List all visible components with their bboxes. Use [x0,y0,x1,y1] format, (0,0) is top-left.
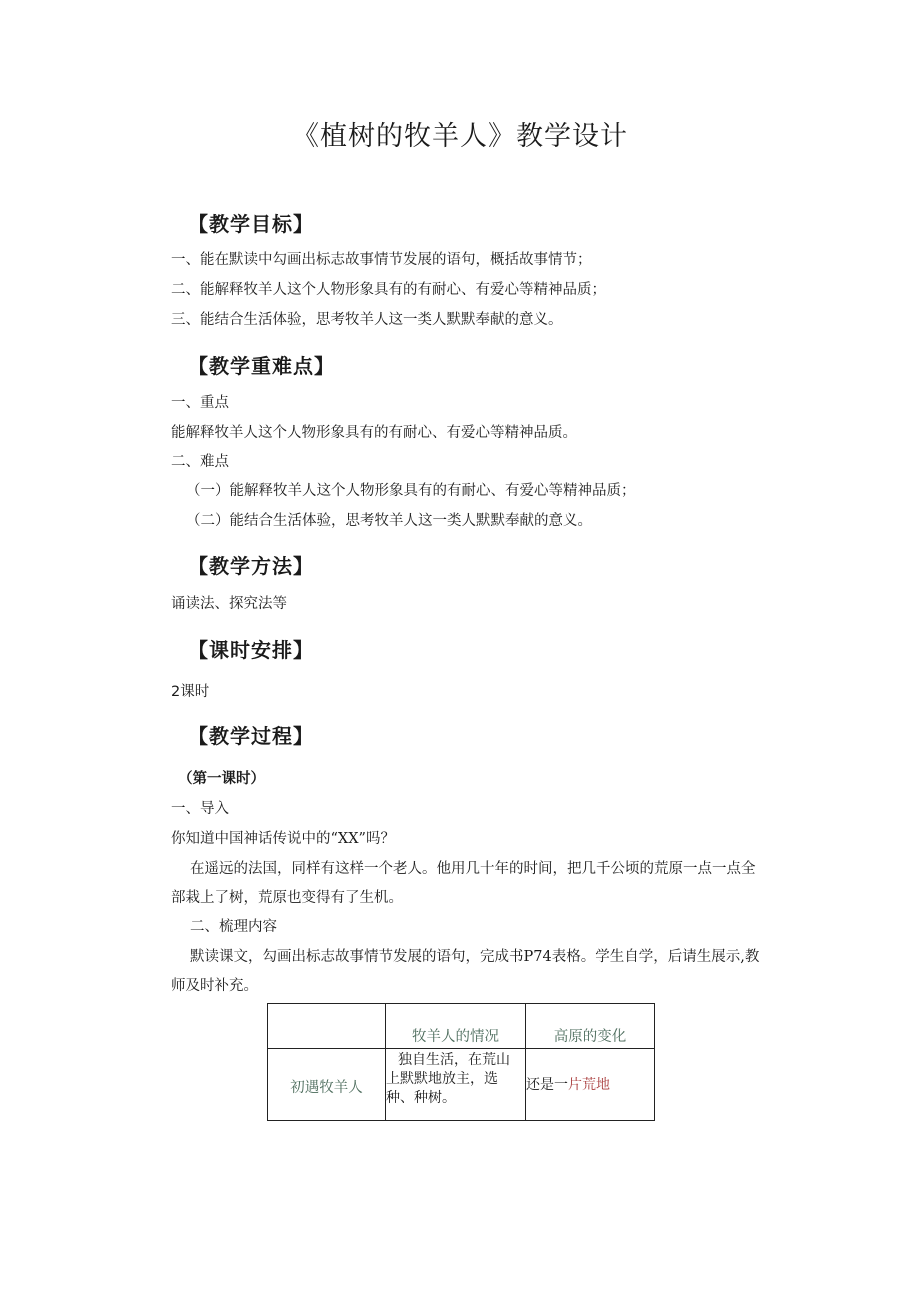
change-prefix: 还是一 [526,1077,568,1093]
situation-line: 上默默地放主，选 [386,1071,498,1087]
content-paragraph-line: 默读课文，勾画出标志故事情节发展的语句，完成书P74表格。学生自学，后请生展示,教 [190,949,760,965]
document-title: 《植树的牧羊人》教学设计 [292,121,628,152]
key-points-heading: 【教学重难点】 [188,354,335,378]
table-header-cell: 牧羊人的情况 [386,1004,526,1049]
difficulty-item: （二）能结合生活体验，思考牧羊人这一类人默默奉献的意义。 [186,513,592,529]
intro-label: 一、导入 [171,801,229,817]
content-label: 二、梳理内容 [190,919,277,935]
table-header-cell [268,1004,386,1049]
goal-item: 二、能解释牧羊人这个人物形象具有的有耐心、有爱心等精神品质； [171,282,606,298]
story-table [267,1003,655,1121]
situation-line: 独自生活，在荒山 [398,1052,510,1068]
table-header-row [268,1004,655,1049]
methods-text: 诵读法、探究法等 [171,596,287,612]
intro-question: 你知道中国神话传说中的“XX”吗？ [171,831,395,847]
difficulty-label: 二、难点 [171,454,229,470]
schedule-text: 2课时 [171,684,210,700]
lesson-label: （第一课时） [178,771,265,787]
focus-label: 一、重点 [171,395,229,411]
change-highlight: 片荒地 [568,1077,610,1093]
intro-paragraph-line: 在遥远的法国，同样有这样一个老人。他用几十年的时间，把几千公顷的荒原一点一点全 [190,861,756,877]
focus-text: 能解释牧羊人这个人物形象具有的有耐心、有爱心等精神品质。 [171,425,577,441]
difficulty-item: （一）能解释牧羊人这个人物形象具有的有耐心、有爱心等精神品质； [186,483,636,499]
methods-heading: 【教学方法】 [188,554,314,578]
goal-item: 一、能在默读中勾画出标志故事情节发展的语句，概括故事情节； [171,252,592,268]
row-label-cell: 初遇牧羊人 [268,1049,386,1121]
table-row [268,1049,655,1121]
change-cell [526,1049,655,1121]
intro-paragraph-line: 部栽上了树，荒原也变得有了生机。 [171,890,403,906]
process-heading: 【教学过程】 [188,724,314,748]
goal-item: 三、能结合生活体验，思考牧羊人这一类人默默奉献的意义。 [171,312,563,328]
situation-line: 种、种树。 [386,1090,456,1106]
table-header-cell: 高原的变化 [526,1004,655,1049]
schedule-heading: 【课时安排】 [188,638,314,662]
goals-heading: 【教学目标】 [188,212,314,236]
content-paragraph-line: 师及时补充。 [171,978,258,994]
situation-cell [386,1049,526,1121]
